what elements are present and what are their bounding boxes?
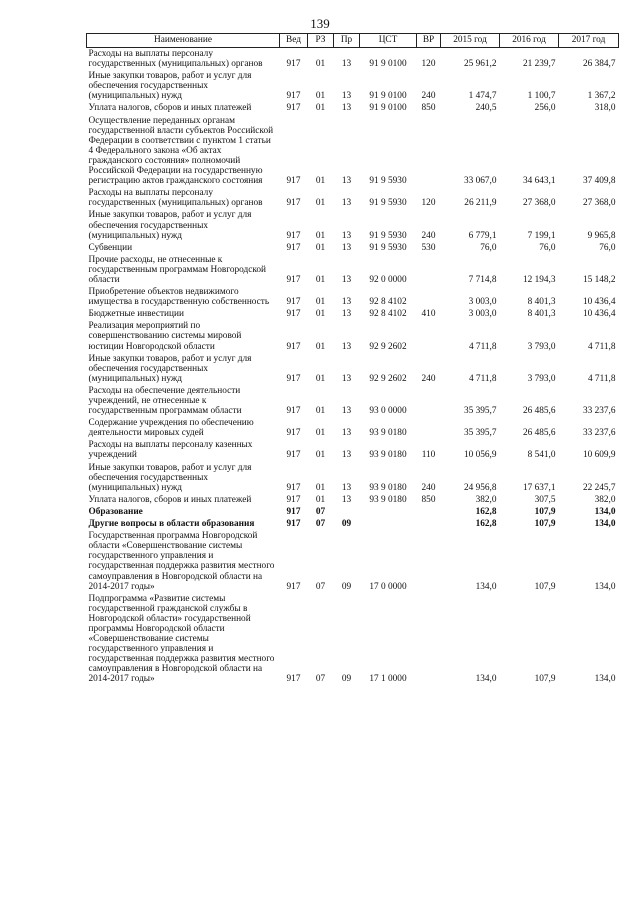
- row-2016: 17 637,1: [522, 482, 556, 493]
- row-vr: [417, 506, 441, 518]
- row-2015: 134,0: [475, 674, 497, 685]
- row-2017: 134,0: [594, 519, 616, 530]
- row-rz: 07: [315, 506, 326, 517]
- row-pr: 13: [341, 341, 352, 352]
- table-row: [87, 353, 619, 385]
- row-2015: 6 779,1: [468, 230, 497, 241]
- row-2015: 33 067,0: [463, 176, 497, 187]
- row-cst: [360, 506, 417, 518]
- row-pr: 13: [341, 230, 352, 241]
- row-2017: 4 711,8: [587, 341, 616, 352]
- table-row: [87, 462, 619, 494]
- row-cst: [360, 518, 417, 530]
- row-2016: 76,0: [539, 242, 556, 253]
- row-rz: 01: [315, 373, 326, 384]
- row-2016: 21 239,7: [522, 59, 556, 70]
- row-ved: 917: [286, 373, 301, 384]
- row-ved: 917: [286, 581, 301, 592]
- table-row: [87, 187, 619, 209]
- row-2015: 4 711,8: [468, 341, 497, 352]
- row-2017: 318,0: [594, 103, 616, 114]
- row-2017: 22 245,7: [582, 482, 616, 493]
- row-name: Образование: [88, 506, 143, 517]
- row-vr: 120: [421, 59, 436, 70]
- row-name: Подпрограмма «Развитие системы государственной гражданской службы в Новгородской области» государственной программы Новгородской области «Совершенствование системы государственного управления и государственная поддержка развития местного самоуправления в Новгородской области на 2014-2017 годы»: [88, 593, 275, 685]
- row-rz: 01: [315, 406, 326, 417]
- row-2016: 8 401,3: [527, 309, 556, 320]
- row-vr: [417, 286, 441, 308]
- row-2015: 240,5: [475, 103, 497, 114]
- row-vr: 240: [421, 373, 436, 384]
- row-rz: 01: [315, 341, 326, 352]
- row-cst: 91 9 5930: [369, 176, 407, 187]
- row-cst: 91 9 5930: [369, 230, 407, 241]
- row-pr: 13: [341, 309, 352, 320]
- row-vr: 240: [421, 230, 436, 241]
- row-2015: 25 961,2: [463, 59, 497, 70]
- row-ved: 917: [286, 674, 301, 685]
- row-2015: 134,0: [475, 581, 497, 592]
- page-number: 139: [310, 16, 330, 31]
- row-2017: 134,0: [594, 674, 616, 685]
- row-cst: 92 9 2602: [369, 341, 407, 352]
- row-name: Прочие расходы, не отнесенные к государственным программам Новгородской области: [88, 254, 267, 285]
- row-2015: 3 003,0: [468, 309, 497, 320]
- row-name: Иные закупки товаров, работ и услуг для обеспечения государственных (муниципальных) нужд: [88, 462, 252, 493]
- row-2016: 107,9: [534, 519, 556, 530]
- row-rz: 01: [315, 482, 326, 493]
- row-name: Иные закупки товаров, работ и услуг для обеспечения государственных (муниципальных) нужд: [88, 71, 252, 102]
- row-rz: 01: [315, 176, 326, 187]
- row-cst: 91 9 0100: [369, 103, 407, 114]
- row-vr: 240: [421, 91, 436, 102]
- row-name: Реализация мероприятий по совершенствованию системы мировой юстиции Новгородской области: [88, 321, 242, 352]
- table-row: [87, 518, 619, 530]
- table-row: [87, 593, 619, 686]
- row-2017: 10 609,9: [582, 450, 616, 461]
- row-rz: 01: [315, 309, 326, 320]
- table-row: [87, 417, 619, 439]
- row-vr: [417, 320, 441, 352]
- row-name: Другие вопросы в области образования: [88, 519, 255, 530]
- row-ved: 917: [286, 428, 301, 439]
- table-row: [87, 209, 619, 241]
- header-2015: 2015 год: [441, 34, 500, 48]
- table-row: [87, 70, 619, 102]
- row-2015: 26 211,9: [464, 198, 497, 209]
- row-cst: 93 9 0180: [369, 428, 407, 439]
- row-2015: 3 003,0: [468, 297, 497, 308]
- row-2016: 107,9: [534, 506, 556, 517]
- row-2015: 382,0: [475, 494, 497, 505]
- row-2017: 33 237,6: [582, 406, 616, 417]
- row-2016: 12 194,3: [522, 274, 556, 285]
- header-2016: 2016 год: [500, 34, 559, 48]
- row-2016: 8 541,0: [527, 450, 556, 461]
- table-row: [87, 439, 619, 461]
- row-vr: [417, 115, 441, 188]
- row-2017: 76,0: [599, 242, 616, 253]
- row-ved: 917: [286, 494, 301, 505]
- row-pr: 13: [341, 91, 352, 102]
- row-2016: 107,9: [534, 674, 556, 685]
- row-vr: 110: [421, 450, 436, 461]
- row-pr: 13: [341, 198, 352, 209]
- row-ved: 917: [286, 274, 301, 285]
- table-row: [87, 320, 619, 352]
- table-row: [87, 242, 619, 254]
- row-2016: 34 643,1: [522, 176, 556, 187]
- row-2017: 134,0: [594, 506, 616, 517]
- row-cst: 93 9 0180: [369, 494, 407, 505]
- row-vr: 850: [421, 494, 436, 505]
- table-row: [87, 506, 619, 518]
- row-vr: [417, 593, 441, 686]
- row-2015: 35 395,7: [463, 428, 497, 439]
- row-2016: 26 485,6: [522, 406, 556, 417]
- row-rz: 01: [315, 428, 326, 439]
- row-cst: 91 9 0100: [369, 91, 407, 102]
- row-cst: 93 0 0000: [369, 406, 407, 417]
- row-ved: 917: [286, 242, 301, 253]
- row-pr: 09: [341, 581, 352, 592]
- row-pr: 13: [341, 297, 352, 308]
- row-2016: 1 100,7: [527, 91, 556, 102]
- table-row: [87, 286, 619, 308]
- table-row: [87, 494, 619, 506]
- row-cst: 93 9 0180: [369, 482, 407, 493]
- row-cst: 92 0 0000: [369, 274, 407, 285]
- row-rz: 01: [315, 450, 326, 461]
- row-2015: 76,0: [480, 242, 497, 253]
- header-rz: РЗ: [308, 34, 334, 48]
- row-rz: 07: [315, 581, 326, 592]
- row-ved: 917: [286, 406, 301, 417]
- table-row: [87, 254, 619, 286]
- row-pr: 13: [341, 450, 352, 461]
- row-2015: 10 056,9: [463, 450, 497, 461]
- row-2016: 307,5: [534, 494, 556, 505]
- table-row: [87, 48, 619, 71]
- row-ved: 917: [286, 59, 301, 70]
- row-2017: 134,0: [594, 581, 616, 592]
- row-name: Расходы на выплаты персоналу казенных учреждений: [88, 440, 253, 461]
- row-name: Иные закупки товаров, работ и услуг для обеспечения государственных (муниципальных) нужд: [88, 353, 252, 384]
- table-row: [87, 115, 619, 188]
- header-cst: ЦСТ: [360, 34, 417, 48]
- row-ved: 917: [286, 297, 301, 308]
- row-2017: 1 367,2: [587, 91, 616, 102]
- row-vr: 850: [421, 103, 436, 114]
- row-ved: 917: [286, 519, 301, 530]
- row-pr: 13: [341, 373, 352, 384]
- row-ved: 917: [286, 506, 301, 517]
- row-name: Субвенции: [88, 242, 133, 253]
- row-ved: 917: [286, 450, 301, 461]
- row-vr: 240: [421, 482, 436, 493]
- row-2017: 26 384,7: [582, 59, 616, 70]
- row-2015: 1 474,7: [468, 91, 497, 102]
- row-name: Расходы на обеспечение деятельности учреждений, не отнесенные к государственным программам области: [88, 385, 242, 417]
- header-name: Наименование: [87, 34, 280, 48]
- table-body: [87, 48, 619, 686]
- row-2016: 7 199,1: [527, 230, 556, 241]
- row-cst: 17 0 0000: [369, 581, 407, 592]
- row-cst: 17 1 0000: [369, 674, 407, 685]
- table-row: [87, 530, 619, 593]
- row-pr: 13: [341, 103, 352, 114]
- row-name: Иные закупки товаров, работ и услуг для обеспечения государственных (муниципальных) нужд: [88, 210, 252, 241]
- row-ved: 917: [286, 176, 301, 187]
- row-2016: 8 401,3: [527, 297, 556, 308]
- row-2017: 33 237,6: [582, 428, 616, 439]
- row-name: Расходы на выплаты персоналу государственных (муниципальных) органов: [88, 49, 263, 70]
- table-row: [87, 308, 619, 320]
- row-name: Приобретение объектов недвижимого имущества в государственную собственность: [88, 287, 270, 308]
- row-cst: 93 9 0180: [369, 450, 407, 461]
- row-2017: 10 436,4: [582, 309, 616, 320]
- row-2015: 162,8: [475, 519, 497, 530]
- row-cst: 91 9 5930: [369, 198, 407, 209]
- row-2015: 162,8: [475, 506, 497, 517]
- row-ved: 917: [286, 230, 301, 241]
- row-2015: 35 395,7: [463, 406, 497, 417]
- header-pr: Пр: [334, 34, 360, 48]
- row-name: Бюджетные инвестиции: [88, 309, 184, 320]
- row-ved: 917: [286, 482, 301, 493]
- row-name: Уплата налогов, сборов и иных платежей: [88, 103, 252, 114]
- row-2017: 15 148,2: [582, 274, 616, 285]
- row-ved: 917: [286, 309, 301, 320]
- row-vr: [417, 417, 441, 439]
- row-rz: 01: [315, 91, 326, 102]
- budget-table: [86, 33, 619, 686]
- row-rz: 01: [315, 198, 326, 209]
- row-2017: 27 368,0: [582, 198, 616, 209]
- row-2016: 3 793,0: [527, 341, 556, 352]
- row-2017: 382,0: [594, 494, 616, 505]
- row-2017: 37 409,8: [582, 176, 616, 187]
- row-name: Содержание учреждения по обеспечению деятельности мировых судей: [88, 418, 254, 439]
- row-pr: 13: [341, 428, 352, 439]
- header-vr: ВР: [417, 34, 441, 48]
- row-2017: 4 711,8: [587, 373, 616, 384]
- row-vr: 530: [421, 242, 436, 253]
- row-vr: [417, 254, 441, 286]
- row-ved: 917: [286, 103, 301, 114]
- row-pr: 13: [341, 242, 352, 253]
- row-cst: 91 9 0100: [369, 59, 407, 70]
- header-ved: Вед: [280, 34, 308, 48]
- row-rz: 01: [315, 494, 326, 505]
- row-name: Уплата налогов, сборов и иных платежей: [88, 494, 252, 505]
- table-header-row: [87, 34, 619, 48]
- row-rz: 07: [315, 674, 326, 685]
- table-row: [87, 102, 619, 114]
- row-cst: 92 8 4102: [369, 309, 407, 320]
- row-pr: 13: [341, 274, 352, 285]
- row-pr: 13: [341, 59, 352, 70]
- row-vr: [417, 530, 441, 593]
- row-pr: 09: [341, 674, 352, 685]
- row-rz: 01: [315, 274, 326, 285]
- row-rz: 01: [315, 103, 326, 114]
- row-cst: 91 9 5930: [369, 242, 407, 253]
- row-vr: [417, 385, 441, 417]
- row-pr: 13: [341, 406, 352, 417]
- row-rz: 01: [315, 230, 326, 241]
- row-rz: 01: [315, 297, 326, 308]
- row-name: Осуществление переданных органам государственной власти субъектов Российской Федерации в соответствии с пунктом 1 статьи 4 Федерального закона «Об актах гражданского состояния» полномочий Российской Федерации на государственную регистрацию актов гражданского состояния: [88, 115, 274, 187]
- row-pr: 09: [341, 519, 352, 530]
- row-2017: 10 436,4: [582, 297, 616, 308]
- row-2016: 3 793,0: [527, 373, 556, 384]
- row-vr: [417, 518, 441, 530]
- row-rz: 01: [315, 59, 326, 70]
- row-cst: 92 8 4102: [369, 297, 407, 308]
- row-2015: 7 714,8: [468, 274, 497, 285]
- row-ved: 917: [286, 341, 301, 352]
- row-vr: 410: [421, 309, 436, 320]
- table-row: [87, 385, 619, 417]
- row-2016: 107,9: [534, 581, 556, 592]
- row-pr: 13: [341, 176, 352, 187]
- row-2016: 256,0: [534, 103, 556, 114]
- row-2016: 26 485,6: [522, 428, 556, 439]
- row-cst: 92 9 2602: [369, 373, 407, 384]
- row-2017: 9 965,8: [587, 230, 616, 241]
- row-name: Государственная программа Новгородской области «Совершенствование системы государственного управления и государственная поддержка развития местного самоуправления в Новгородской области на 2014-2017 годы»: [88, 531, 275, 592]
- row-name: Расходы на выплаты персоналу государственных (муниципальных) органов: [88, 188, 263, 209]
- row-pr: 13: [341, 482, 352, 493]
- row-2016: 27 368,0: [522, 198, 556, 209]
- row-pr: [334, 506, 360, 518]
- row-2015: 4 711,8: [468, 373, 497, 384]
- row-ved: 917: [286, 198, 301, 209]
- row-pr: 13: [341, 494, 352, 505]
- row-rz: 07: [315, 519, 326, 530]
- row-ved: 917: [286, 91, 301, 102]
- row-rz: 01: [315, 242, 326, 253]
- header-2017: 2017 год: [559, 34, 619, 48]
- row-vr: 120: [421, 198, 436, 209]
- row-2015: 24 956,8: [463, 482, 497, 493]
